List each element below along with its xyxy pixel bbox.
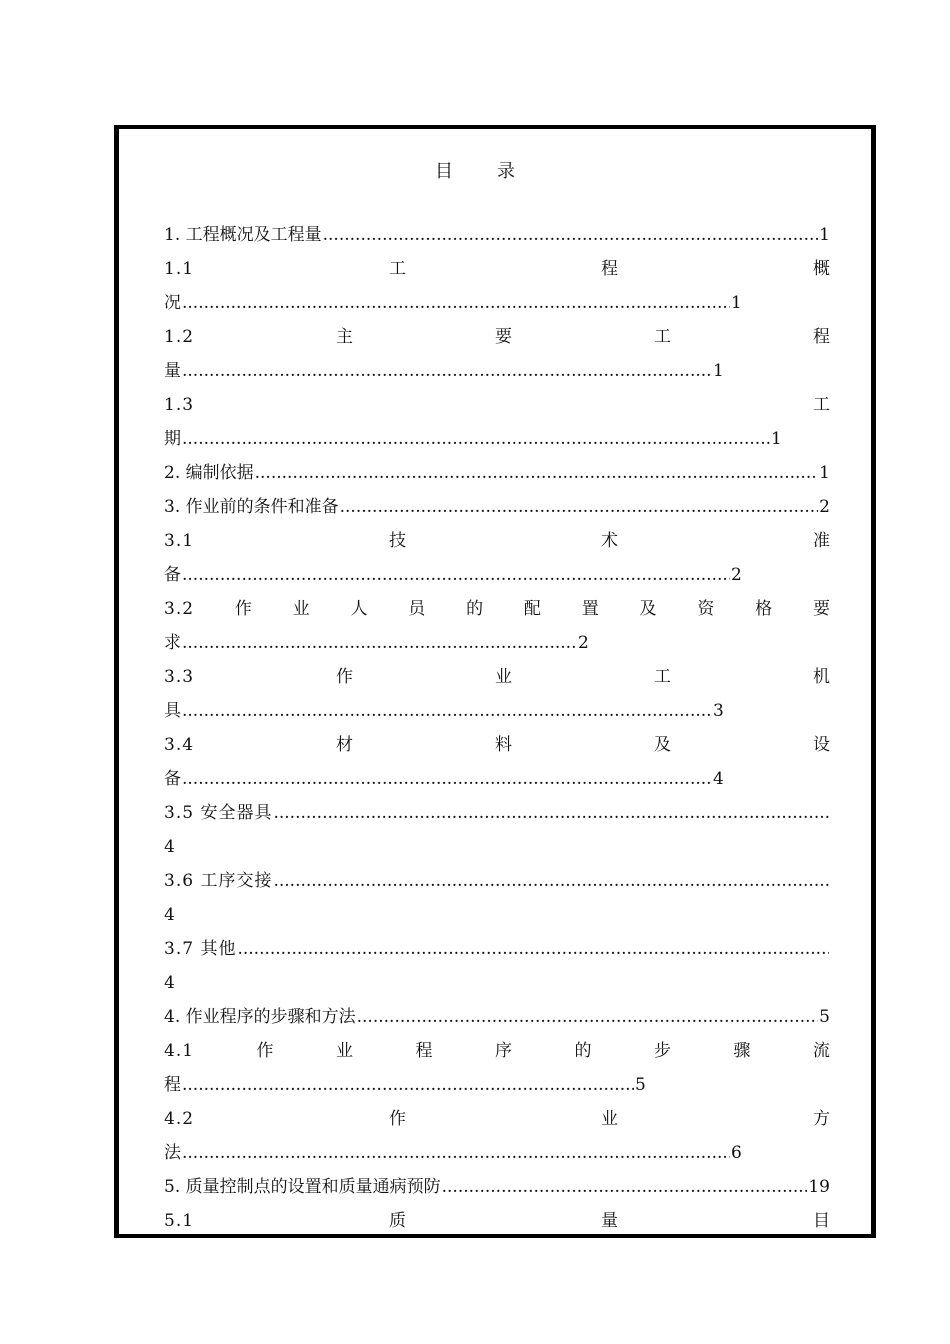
toc-entry-word: 主 xyxy=(336,327,354,347)
toc-entry-word: 流 xyxy=(812,1041,830,1061)
toc-entry[interactable] xyxy=(164,932,830,966)
toc-entry-word: 1.3 xyxy=(164,395,195,415)
toc-page-number: 4 xyxy=(164,905,175,925)
toc-entry[interactable] xyxy=(164,490,830,524)
toc-leader xyxy=(182,422,770,456)
toc-leader xyxy=(237,932,829,966)
toc-entry-word: 4.1 xyxy=(164,1041,195,1061)
toc-entry-continuation[interactable] xyxy=(164,422,830,456)
toc-entry-continuation[interactable] xyxy=(164,286,830,320)
toc-entry-word: 及 xyxy=(639,599,657,619)
toc-leader xyxy=(182,1068,634,1102)
toc-entry-word: 程 xyxy=(415,1041,433,1061)
toc-entry[interactable] xyxy=(164,252,830,286)
toc-leader xyxy=(273,796,829,830)
toc-entry[interactable] xyxy=(164,388,830,422)
toc-entry-spread-label xyxy=(164,1204,830,1238)
toc-entry-label: 5. 质量控制点的设置和质量通病预防 xyxy=(164,1177,441,1197)
toc-entry-word: 1.1 xyxy=(164,259,195,279)
toc-entry-continuation[interactable] xyxy=(164,626,830,660)
toc-entry-word: 3.2 xyxy=(164,599,195,619)
toc-entry-continuation[interactable] xyxy=(164,694,830,728)
toc-entry[interactable] xyxy=(164,1170,830,1204)
toc-entry-word: 业 xyxy=(601,1109,619,1129)
toc-entry-word: 3.4 xyxy=(164,735,195,755)
toc-entry-word: 人 xyxy=(350,599,368,619)
toc-entry-label: 1. 工程概况及工程量 xyxy=(164,225,322,245)
toc-entry-word: 机 xyxy=(812,667,830,687)
toc-entry-word: 步 xyxy=(653,1041,671,1061)
toc-entry-word: 料 xyxy=(495,735,513,755)
toc-entry-word: 工 xyxy=(654,327,671,347)
toc-entry-label: 量 xyxy=(164,361,181,381)
toc-entry[interactable] xyxy=(164,660,830,694)
toc-page-number: 4 xyxy=(164,837,175,857)
toc-title xyxy=(0,155,950,185)
toc-entry-continuation[interactable] xyxy=(164,1136,830,1170)
toc-entry-spread-label xyxy=(164,320,830,354)
toc-leader xyxy=(182,694,712,728)
toc-entry-word: 程 xyxy=(812,327,830,347)
toc-entry-label: 求 xyxy=(164,633,181,653)
toc-entry-word: 5.1 xyxy=(164,1211,195,1231)
toc-entry-word: 员 xyxy=(408,599,426,619)
toc-entry[interactable] xyxy=(164,218,830,252)
toc-entry-label: 2. 编制依据 xyxy=(164,463,254,483)
toc-entry-word: 的 xyxy=(466,599,484,619)
toc-entry-word: 作 xyxy=(234,599,252,619)
toc-entry-word: 作 xyxy=(389,1109,407,1129)
toc-entry-word: 方 xyxy=(813,1109,830,1129)
toc-entry-word: 的 xyxy=(574,1041,592,1061)
toc-leader xyxy=(182,1136,730,1170)
toc-entry-word: 程 xyxy=(601,259,619,279)
toc-entry-word: 要 xyxy=(495,327,513,347)
toc-entry-word: 1.2 xyxy=(164,327,195,347)
toc-entry-word: 业 xyxy=(495,667,513,687)
toc-entry-word: 置 xyxy=(581,599,599,619)
toc-leader xyxy=(182,286,730,320)
toc-entry-label: 3.6 工序交接 xyxy=(164,871,273,891)
toc-leader xyxy=(182,762,712,796)
toc-page-number: 1 xyxy=(771,429,782,449)
toc-entry-word: 格 xyxy=(755,599,773,619)
toc-page-number: 1 xyxy=(731,293,742,313)
toc-entry-continuation[interactable] xyxy=(164,354,830,388)
toc-entry-label: 备 xyxy=(164,769,181,789)
toc-entry-word: 业 xyxy=(292,599,310,619)
toc-entry-label: 期 xyxy=(164,429,181,449)
toc-entry-label: 法 xyxy=(164,1143,181,1163)
toc-entry-word: 量 xyxy=(601,1211,619,1231)
toc-page-number: 6 xyxy=(731,1143,742,1163)
toc-entry-word: 3.1 xyxy=(164,531,195,551)
toc-entry[interactable] xyxy=(164,456,830,490)
toc-entry-label: 程 xyxy=(164,1075,181,1095)
toc-entry-spread-label xyxy=(164,1102,830,1136)
toc-entry-word: 目 xyxy=(813,1211,830,1231)
toc-entry-word: 术 xyxy=(601,531,619,551)
toc-entry-word: 骤 xyxy=(733,1041,751,1061)
toc-page-number: 19 xyxy=(808,1177,830,1197)
toc-entry-spread-label xyxy=(164,388,830,422)
toc-page-number: 2 xyxy=(578,633,589,653)
toc-entry-spread-label xyxy=(164,592,830,626)
toc-entry-word: 概 xyxy=(813,259,830,279)
toc-entry-label: 具 xyxy=(164,701,181,721)
toc-title-char-2: 录 xyxy=(497,161,515,182)
toc-page-number: 2 xyxy=(731,565,742,585)
toc-entry-word: 业 xyxy=(336,1041,354,1061)
table-of-contents xyxy=(164,218,830,1238)
toc-entry-word: 作 xyxy=(256,1041,274,1061)
toc-entry[interactable] xyxy=(164,1102,830,1136)
toc-entry-word: 序 xyxy=(494,1041,512,1061)
toc-leader xyxy=(442,1170,808,1204)
toc-entry-word: 技 xyxy=(389,531,407,551)
toc-entry-continuation[interactable] xyxy=(164,1068,830,1102)
toc-entry-word: 资 xyxy=(697,599,715,619)
toc-entry-continuation xyxy=(164,830,830,864)
toc-entry[interactable] xyxy=(164,796,830,830)
toc-entry[interactable] xyxy=(164,524,830,558)
toc-entry[interactable] xyxy=(164,1204,830,1238)
toc-leader xyxy=(273,864,829,898)
toc-entry-word: 准 xyxy=(813,531,830,551)
toc-page-number: 5 xyxy=(635,1075,646,1095)
toc-entry-word: 配 xyxy=(523,599,541,619)
toc-page-number: 2 xyxy=(819,497,830,517)
toc-leader xyxy=(182,354,712,388)
toc-entry-spread-label xyxy=(164,660,830,694)
toc-page-number: 5 xyxy=(819,1007,830,1027)
toc-entry[interactable] xyxy=(164,592,830,626)
toc-entry-continuation xyxy=(164,966,830,1000)
toc-entry-label: 4. 作业程序的步骤和方法 xyxy=(164,1007,356,1027)
toc-entry-word: 4.2 xyxy=(164,1109,195,1129)
toc-entry-spread-label xyxy=(164,1034,830,1068)
toc-entry-word: 工 xyxy=(813,395,830,415)
toc-page-number: 3 xyxy=(713,701,724,721)
toc-leader xyxy=(340,490,819,524)
toc-leader xyxy=(255,456,819,490)
toc-title-char-1: 目 xyxy=(435,161,453,182)
toc-leader xyxy=(323,218,819,252)
toc-entry-word: 及 xyxy=(654,735,671,755)
toc-page-number: 1 xyxy=(819,463,830,483)
toc-entry-spread-label xyxy=(164,252,830,286)
toc-entry-label: 3. 作业前的条件和准备 xyxy=(164,497,339,517)
toc-entry-label: 3.5 安全器具 xyxy=(164,803,273,823)
toc-page-number: 1 xyxy=(713,361,724,381)
toc-entry-continuation[interactable] xyxy=(164,558,830,592)
toc-entry-word: 质 xyxy=(389,1211,407,1231)
toc-entry-label: 备 xyxy=(164,565,181,585)
toc-entry-spread-label xyxy=(164,728,830,762)
toc-entry-word: 材 xyxy=(336,735,354,755)
toc-leader xyxy=(357,1000,819,1034)
toc-page-number: 1 xyxy=(819,225,830,245)
toc-entry[interactable] xyxy=(164,864,830,898)
toc-entry-word: 工 xyxy=(389,259,407,279)
toc-entry[interactable] xyxy=(164,1034,830,1068)
toc-entry[interactable] xyxy=(164,728,830,762)
toc-entry-word: 3.3 xyxy=(164,667,195,687)
toc-leader xyxy=(182,626,577,660)
toc-entry-word: 设 xyxy=(812,735,830,755)
toc-entry-continuation[interactable] xyxy=(164,762,830,796)
toc-entry-spread-label xyxy=(164,524,830,558)
toc-entry-word: 作 xyxy=(336,667,354,687)
toc-entry-continuation xyxy=(164,898,830,932)
toc-leader xyxy=(182,558,730,592)
toc-entry-word: 工 xyxy=(654,667,671,687)
toc-entry-word: 要 xyxy=(812,599,830,619)
toc-entry-label: 3.7 其他 xyxy=(164,939,237,959)
toc-entry[interactable] xyxy=(164,320,830,354)
toc-page-number: 4 xyxy=(713,769,724,789)
toc-page-number: 4 xyxy=(164,973,175,993)
toc-entry-label: 况 xyxy=(164,293,181,313)
toc-entry[interactable] xyxy=(164,1000,830,1034)
